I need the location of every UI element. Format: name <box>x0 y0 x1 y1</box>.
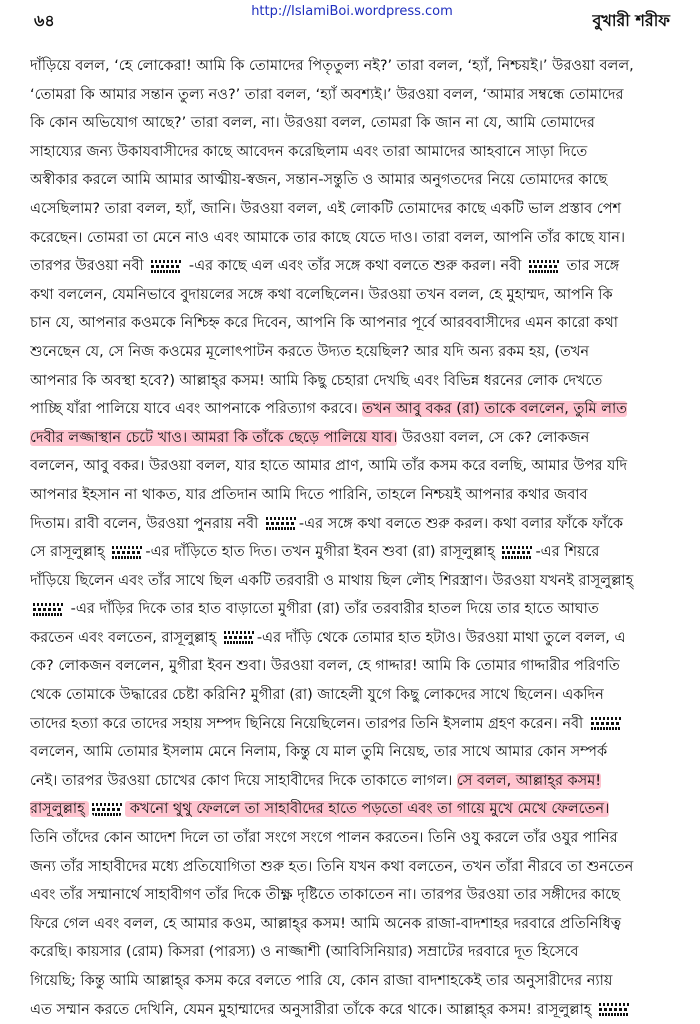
text-run: থেকে তোমাকে উদ্ধারের চেষ্টা করিনি? মুগীরা (রা) জাহেলী যুগে কিছু লোকদের সাথে ছিলেন। একদিন <box>30 687 604 704</box>
text-run: -এর দাঁড়িতে হাত দিত। তখন মুগীরা ইবন শুবা (রা) রাসূলুল্লাহ্‌ <box>145 544 500 561</box>
highlighted-text: তখন আবু বকর (রা) তাকে বললেন, তুমি লাত <box>362 401 628 418</box>
text-line <box>30 853 670 882</box>
text-line <box>30 567 670 596</box>
salutation-calligraphy-icon <box>92 801 122 816</box>
text-run: করতেন এবং বলতেন, রাসূলুল্লাহ্‌ <box>30 629 221 646</box>
text-line <box>30 166 670 195</box>
text-line <box>30 767 670 796</box>
text-line <box>30 881 670 910</box>
text-line <box>30 938 670 967</box>
highlighted-text: রাসূলুল্লাহ্‌ <box>30 801 90 818</box>
text-run: -এর দাঁড়ি থেকে তোমার হাত হটাও। উরওয়া মাথা তুলে বলল, এ <box>256 629 626 646</box>
body-text <box>30 52 670 1024</box>
salutation-calligraphy-icon <box>599 1001 629 1016</box>
text-run: সাহায্যের জন্য উকাযবাসীদের কাছে আবেদন করেছিলাম এবং তারা আমাদের আহবানে সাড়া দিতে <box>30 143 588 160</box>
text-line <box>30 967 670 996</box>
text-run: কে? লোকজন বললেন, মুগীরা ইবন শুবা। উরওয়া বলল, হে গাদ্দার! আমি কি তোমার গাদ্দারীর পরিণতি <box>30 658 620 675</box>
text-line <box>30 652 670 681</box>
text-run: কি কোন অভিযোগ আছে?’ তারা বলল, না। উরওয়া বলল, তোমরা কি জান না যে, আমি তোমাদের <box>30 115 595 132</box>
text-run: দাঁড়িয়ে ছিলেন এবং তাঁর সাথে ছিল একটি তরবারী ও মাথায় ছিল লৌহ শিরস্ত্রাণ। উরওয়া যখনই রাসূলুল্লাহ্‌ <box>30 572 634 589</box>
text-line <box>30 195 670 224</box>
text-run: ‘তোমরা কি আমার সন্তান তুল্য নও?’ তারা বলল, ‘হ্যাঁ অবশ্যই।’ উরওয়া বলল, ‘আমার সম্বন্ধে তোমাদের <box>30 86 624 103</box>
text-line <box>30 996 670 1024</box>
book-title: বুখারী শরীফ <box>592 11 670 30</box>
text-line <box>30 338 670 367</box>
highlighted-text: কখনো থুথু ফেললে তা সাহাবীদের হাতে পড়তো এবং তা গায়ে মুখে মেখে ফেলতেন। <box>125 801 610 818</box>
text-line <box>30 681 670 710</box>
text-line <box>30 710 670 739</box>
page-header <box>34 4 670 36</box>
text-run: এত সম্মান করতে দেখিনি, যেমন মুহাম্মাদের অনুসারীরা তাঁকে করে থাকে। আল্লাহ্‌র কসম! রাসূলুল্লাহ্‌ <box>30 1001 597 1018</box>
text-line <box>30 224 670 253</box>
text-run: ফিরে গেল এবং বলল, হে আমার কওম, আল্লাহ্‌র কসম! আমি অনেক রাজা-বাদশাহর দরবারে প্রতিনিধিত্ব <box>30 915 622 932</box>
text-line <box>30 624 670 653</box>
text-run: তারপর উরওয়া নবী <box>30 258 149 275</box>
text-line <box>30 538 670 567</box>
text-run: -এর সঙ্গে কথা বলতে শুরু করল। কথা বলার ফাঁকে ফাঁকে <box>298 515 624 532</box>
text-line <box>30 52 670 81</box>
text-line <box>30 424 670 453</box>
text-run: পাচ্ছি যাঁরা পালিয়ে যাবে এবং আপনাকে পরিত্যাগ করবে। <box>30 401 363 418</box>
salutation-calligraphy-icon <box>502 544 532 559</box>
text-run: তিনি তাঁদের কোন আদেশ দিলে তা তাঁরা সংগে সংগে পালন করতেন। তিনি ওযু করলে তাঁর ওযুর পানির <box>30 830 618 847</box>
text-run: অস্বীকার করলে আমি আমার আত্মীয়-স্বজন, সন্তান-সন্তুতি ও আমার অনুগতদের নিয়ে তোমাদের কাছে <box>30 172 608 189</box>
text-line <box>30 367 670 396</box>
salutation-calligraphy-icon <box>529 258 559 273</box>
text-run: দাঁড়িয়ে বলল, ‘হে লোকেরা! আমি কি তোমাদের পিতৃতুল্য নই?’ তারা বলল, ‘হ্যাঁ, নিশ্চয়ই।’ উরওয়া বলল, <box>30 58 634 74</box>
text-run: শুনেছেন যে, সে নিজ কওমের মূলোৎপাটন করতে উদ্যত হয়েছিল? আর যদি অন্য রকম হয়, (তখন <box>30 343 590 360</box>
salutation-calligraphy-icon <box>266 515 296 530</box>
text-line <box>30 395 670 424</box>
text-run: নেই। তারপর উরওয়া চোখের কোণ দিয়ে সাহাবীদের দিকে তাকাতে লাগল। <box>30 772 457 789</box>
text-run: উরওয়া বলল, সে কে? লোকজন <box>397 429 590 446</box>
text-line <box>30 138 670 167</box>
page-number: ৬৪ <box>34 11 55 30</box>
text-run: তাদের হত্যা করে তাদের সহায় সম্পদ ছিনিয়ে নিয়েছিলেন। তারপর তিনি ইসলাম গ্রহণ করেন। নবী <box>30 715 588 732</box>
text-line <box>30 281 670 310</box>
salutation-calligraphy-icon <box>591 715 621 730</box>
text-run: বললেন, আমি তোমার ইসলাম মেনে নিলাম, কিন্তু যে মাল তুমি নিয়েছ, তার সাথে আমার কোন সম্পর্ক <box>30 744 608 761</box>
text-run: আপনার ইহসান না থাকত, যার প্রতিদান আমি দিতে পারিনি, তাহলে নিশ্চয়ই আপনার কথার জবাব <box>30 486 588 503</box>
text-line <box>30 910 670 939</box>
text-run: বললেন, আবু বকর। উরওয়া বলল, যার হাতে আমার প্রাণ, আমি তাঁর কসম করে বলছি, আমার উপর যদি <box>30 458 628 475</box>
text-line <box>30 481 670 510</box>
text-run: এসেছিলাম? তারা বলল, হ্যাঁ, জানি। উরওয়া বলল, এই লোকটি তোমাদের কাছে একটি ভাল প্রস্তাব পেশ <box>30 200 622 217</box>
text-run: চান যে, আপনার কওমকে নিশ্চিহ্ন করে দিবেন, আপনি কি আপনার পূর্বে আরববাসীদের এমন কারো কথা <box>30 315 618 332</box>
text-run: আপনার কি অবস্থা হবে?) আল্লাহ্‌র কসম! আমি কিছু চেহারা দেখছি এবং বিভিন্ন ধরনের লোক দেখতে <box>30 372 603 389</box>
text-line <box>30 795 670 824</box>
salutation-calligraphy-icon <box>112 544 142 559</box>
text-line <box>30 510 670 539</box>
text-line <box>30 252 670 281</box>
text-run: গিয়েছি; কিন্তু আমি আল্লাহ্‌র কসম করে বলতে পারি যে, কোন রাজা বাদশাহকেই তার অনুসারীদের ন্যায় <box>30 973 613 989</box>
highlighted-text: দেবীর লজ্জাস্থান চেটে খাও। আমরা কি তাঁকে ছেড়ে পালিয়ে যাব। <box>30 429 398 446</box>
text-run: কথা বললেন, যেমনিভাবে বুদায়লের সঙ্গে কথা বলেছিলেন। উরওয়া তখন বলল, হে মুহাম্মদ, আপনি কি <box>30 286 613 303</box>
text-run: -এর দাঁড়ির দিকে তার হাত বাড়াতো মুগীরা (রা) তাঁর তরবারীর হাতল দিয়ে তার হাতে আঘাত <box>66 601 599 618</box>
text-run: করেছেন। তোমরা তা মেনে নাও এবং আমাকে তার কাছে যেতে দাও। তারা বলল, আপনি তাঁর কাছে যান। <box>30 229 626 246</box>
text-run: -এর কাছে এল এবং তাঁর সঙ্গে কথা বলতে শুরু করল। নবী <box>184 258 526 275</box>
text-run: তার সঙ্গে <box>561 258 620 275</box>
text-line <box>30 309 670 338</box>
text-line <box>30 738 670 767</box>
text-run: এবং তাঁর সম্মানার্থে সাহাবীগণ তাঁর দিকে তীক্ষ্ণ দৃষ্টিতে তাকাতেন না। তারপর উরওয়া তার সঙ্গীদের কাছে <box>30 887 620 904</box>
text-line <box>30 595 670 624</box>
text-line <box>30 824 670 853</box>
text-line <box>30 452 670 481</box>
salutation-calligraphy-icon <box>33 601 63 616</box>
highlighted-text: সে বলল, আল্লাহ্‌র কসম! <box>456 772 602 789</box>
text-run: জন্য তাঁর সাহাবীদের মধ্যে প্রতিযোগিতা শুরু হত। তিনি যখন কথা বলতেন, তখন তাঁরা নীরবে তা শুনতেন <box>30 858 634 875</box>
text-run: সে রাসূলুল্লাহ্‌ <box>30 544 110 561</box>
text-run: -এর শিয়রে <box>535 544 600 561</box>
site-url-link[interactable]: http://IslamiBoi.wordpress.com <box>251 4 453 19</box>
text-line <box>30 109 670 138</box>
text-run: দিতাম। রাবী বলেন, উরওয়া পুনরায় নবী <box>30 515 263 532</box>
text-run: করেছি। কায়সার (রোম) কিসরা (পারস্য) ও নাজ্জাশী (আবিসিনিয়ার) সম্রাটের দরবারে দূত হিসেবে <box>30 944 579 961</box>
salutation-calligraphy-icon <box>224 629 254 644</box>
text-line <box>30 81 670 110</box>
salutation-calligraphy-icon <box>151 258 181 273</box>
